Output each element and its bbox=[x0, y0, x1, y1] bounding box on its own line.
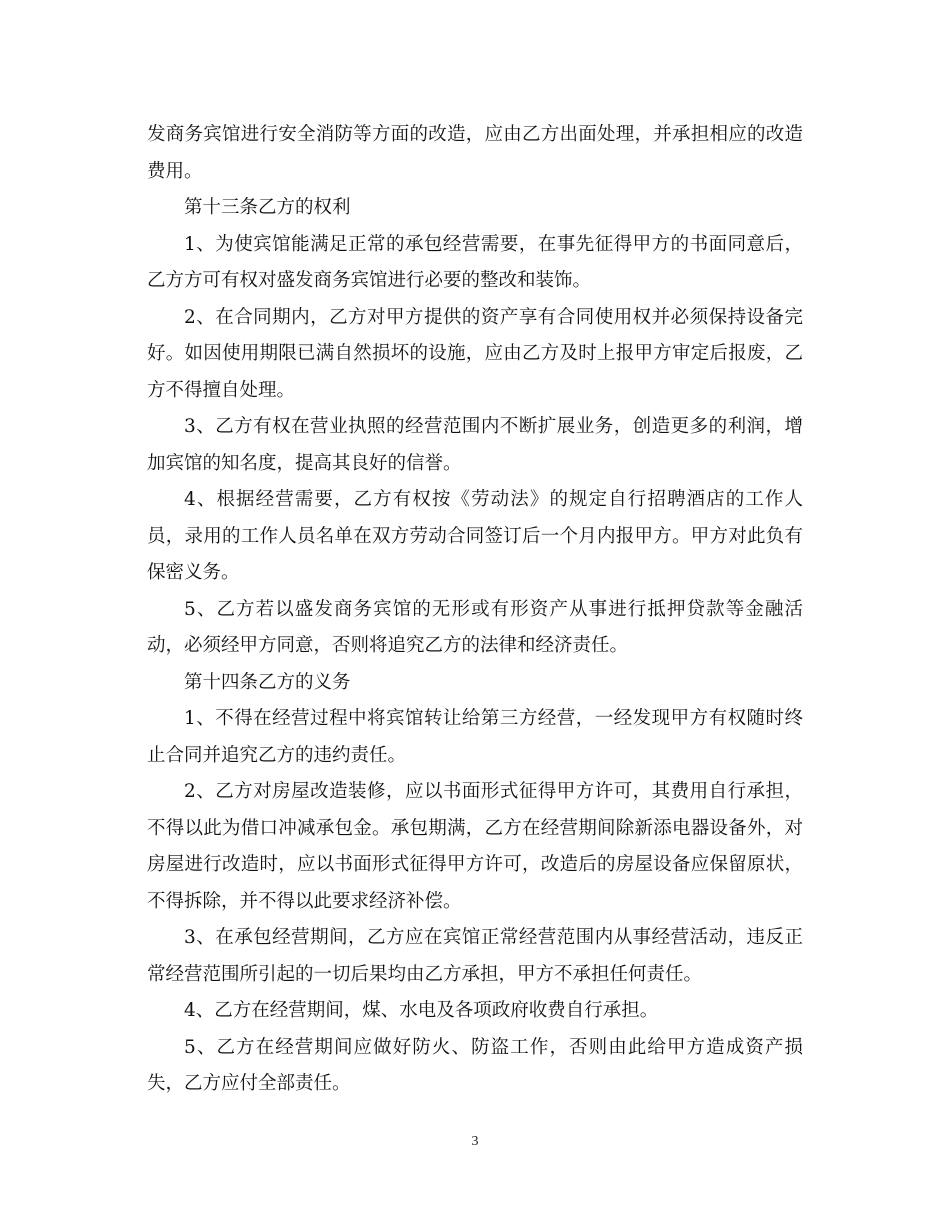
paragraph-article-13-item-5: 5、乙方若以盛发商务宾馆的无形或有形资产从事进行抵押贷款等金融活动，必须经甲方同意，否则将追究乙方的法律和经济责任。 bbox=[147, 598, 803, 656]
paragraph-article-14-item-5: 5、乙方在经营期间应做好防火、防盗工作，否则由此给甲方造成资产损失，乙方应付全部责任。 bbox=[147, 1036, 803, 1094]
paragraph-article-14-item-3: 3、在承包经营期间，乙方应在宾馆正常经营范围内从事经营活动，违反正常经营范围所引起的一切后果均由乙方承担，甲方不承担任何责任。 bbox=[147, 927, 803, 985]
section-heading-article-13: 第十三条乙方的权利 bbox=[184, 197, 351, 218]
section-heading-article-14: 第十四条乙方的义务 bbox=[184, 671, 351, 693]
paragraph-article-13-item-1: 1、为使宾馆能满足正常的承包经营需要，在事先征得甲方的书面同意后，乙方方可有权对盛发商务宾馆进行必要的整改和装饰。 bbox=[147, 233, 803, 291]
paragraph-article-13-item-2: 2、在合同期内，乙方对甲方提供的资产享有合同使用权并必须保持设备完好。如因使用期限已满自然损坏的设施，应由乙方及时上报甲方审定后报废，乙方不得擅自处理。 bbox=[147, 306, 803, 401]
paragraph-article-14-item-4: 4、乙方在经营期间，煤、水电及各项政府收费自行承担。 bbox=[184, 1000, 659, 1021]
page-number: 3 bbox=[471, 1134, 479, 1149]
paragraph-article-14-item-2: 2、乙方对房屋改造装修，应以书面形式征得甲方许可，其费用自行承担，不得以此为借口冲减承包金。承包期满，乙方在经营期间除新添电器设备外，对房屋进行改造时，应以书面形式征得甲方许可，改造后的房屋设备应保留原状，不得拆除，并不得以此要求经济补偿。 bbox=[147, 781, 803, 912]
paragraph-continuation: 发商务宾馆进行安全消防等方面的改造，应由乙方出面处理，并承担相应的改造费用。 bbox=[147, 124, 803, 182]
paragraph-article-14-item-1: 1、不得在经营过程中将宾馆转让给第三方经营，一经发现甲方有权随时终止合同并追究乙方的违约责任。 bbox=[147, 708, 803, 766]
paragraph-article-13-item-3: 3、乙方有权在营业执照的经营范围内不断扩展业务，创造更多的利润，增加宾馆的知名度，提高其良好的信誉。 bbox=[147, 416, 803, 474]
document-body bbox=[147, 117, 803, 1103]
paragraph-article-13-item-4: 4、根据经营需要，乙方有权按《劳动法》的规定自行招聘酒店的工作人员，录用的工作人员名单在双方劳动合同签订后一个月内报甲方。甲方对此负有保密义务。 bbox=[147, 489, 803, 583]
